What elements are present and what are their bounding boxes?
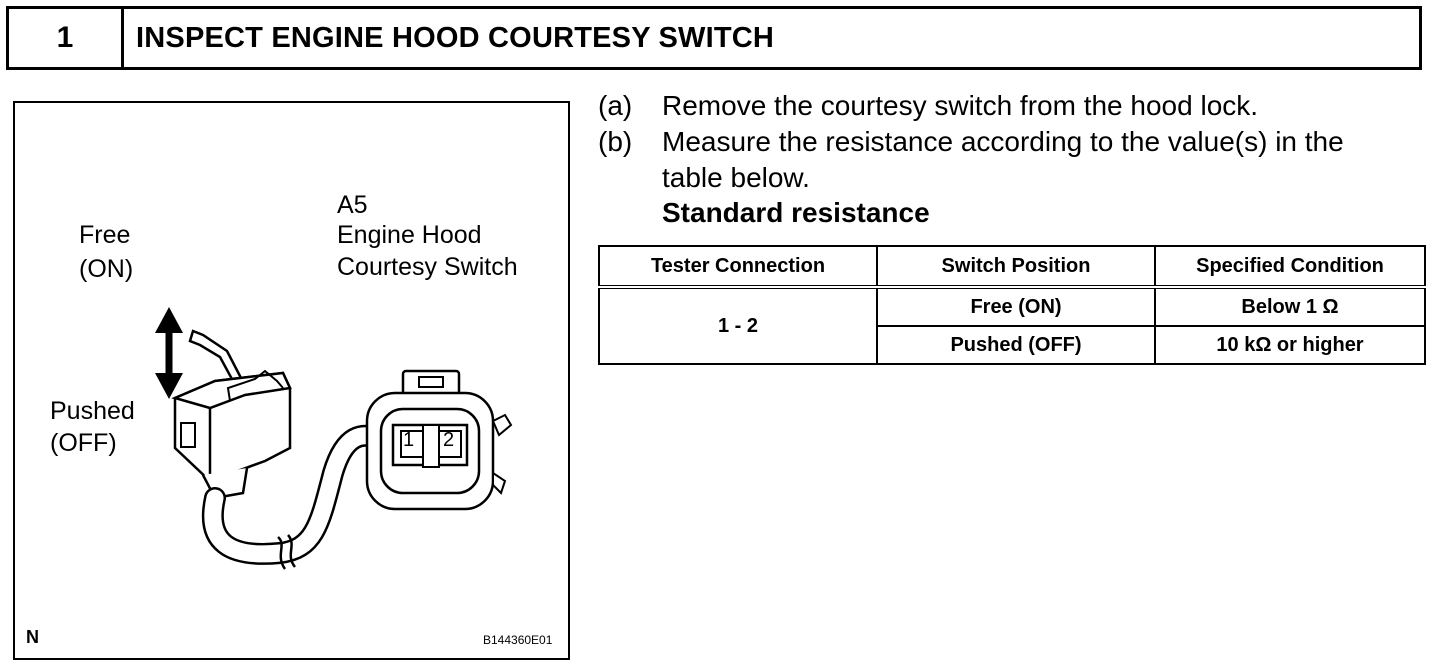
standard-heading: Standard resistance xyxy=(662,197,930,228)
courtesy-switch-body xyxy=(175,371,290,498)
resistance-table xyxy=(598,245,1426,365)
terminal-1-label: 1 xyxy=(403,429,415,451)
step-number: 1 xyxy=(9,9,124,67)
label-pushed-state: (OFF) xyxy=(50,429,117,457)
step-header xyxy=(6,6,1422,70)
table-row xyxy=(599,287,1425,326)
cell-position-pushed: Pushed (OFF) xyxy=(877,326,1155,364)
header-specified-condition: Specified Condition xyxy=(1155,246,1425,287)
corner-letter: N xyxy=(26,627,39,647)
label-pushed: Pushed xyxy=(50,397,135,425)
label-free-state: (ON) xyxy=(79,255,134,283)
cell-condition-pushed: 10 kΩ or higher xyxy=(1155,326,1425,364)
figure-id: B144360E01 xyxy=(483,633,553,647)
switch-illustration xyxy=(13,101,570,660)
instruction-a xyxy=(598,88,1428,124)
step-title: INSPECT ENGINE HOOD COURTESY SWITCH xyxy=(136,21,775,54)
table-header-row xyxy=(599,246,1425,287)
instruction-a-label: (a) xyxy=(598,90,633,121)
connector-name-line2: Courtesy Switch xyxy=(337,253,518,281)
connector-a5 xyxy=(367,371,511,509)
instruction-b-label: (b) xyxy=(598,126,633,157)
cell-position-free: Free (ON) xyxy=(877,287,1155,326)
terminal-2-label: 2 xyxy=(443,429,455,451)
connector-code: A5 xyxy=(337,191,368,219)
instruction-a-text: Remove the courtesy switch from the hood lock. xyxy=(662,90,1259,121)
instructions xyxy=(598,88,1428,196)
label-free: Free xyxy=(79,221,131,249)
double-arrow-icon xyxy=(155,307,183,399)
cell-connection: 1 - 2 xyxy=(599,287,877,364)
header-tester-connection: Tester Connection xyxy=(599,246,877,287)
instruction-b xyxy=(598,124,1428,196)
switch-drawing xyxy=(15,103,568,658)
instruction-b-text: Measure the resistance according to the value(s) in the table below. xyxy=(662,126,1344,193)
connector-name-line1: Engine Hood xyxy=(337,221,482,249)
header-switch-position: Switch Position xyxy=(877,246,1155,287)
cell-condition-free: Below 1 Ω xyxy=(1155,287,1425,326)
